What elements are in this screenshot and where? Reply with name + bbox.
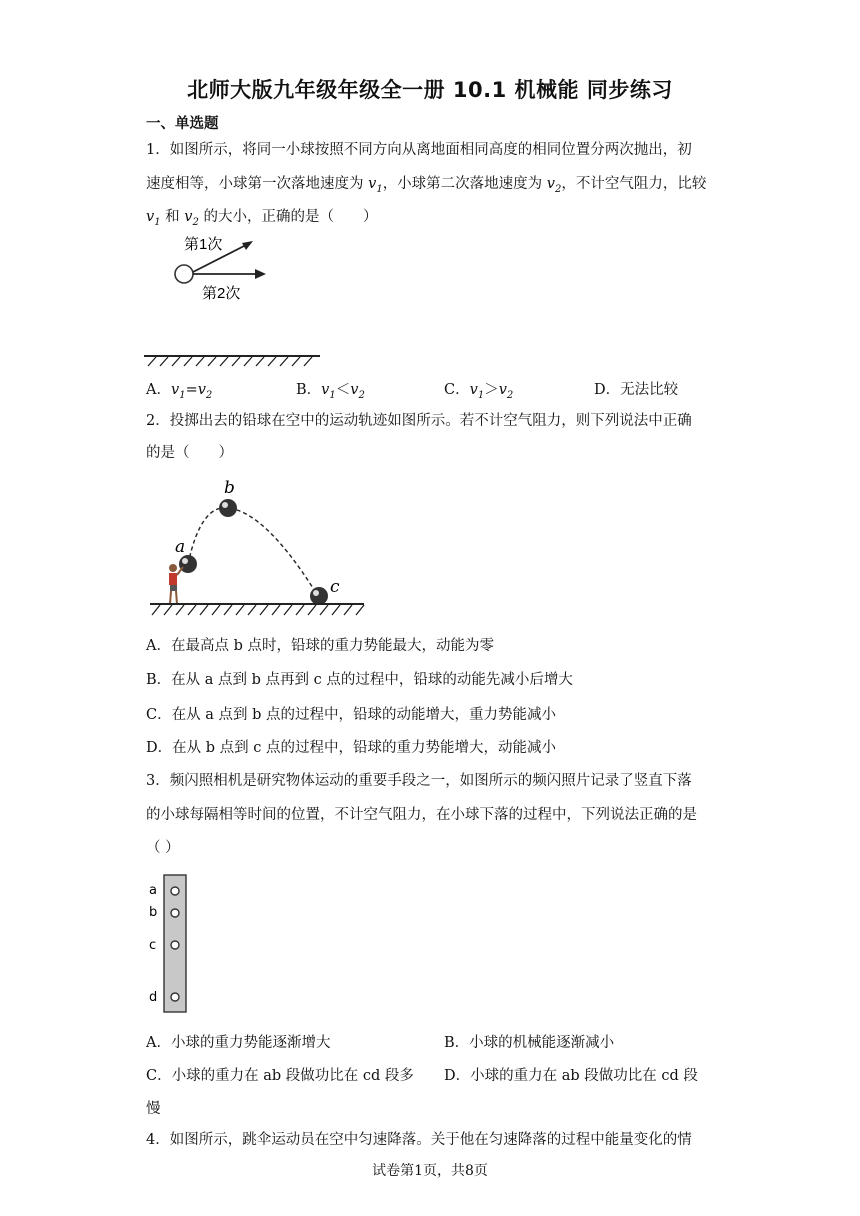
q1-option-b[interactable]: B．$v_1<v_2$: [296, 382, 365, 401]
q1-option-c[interactable]: C．$v_1>v_2$: [444, 382, 514, 401]
q1-option-d[interactable]: D．无法比较: [594, 382, 679, 398]
q2-option-c[interactable]: C．在从 a 点到 b 点的过程中，铅球的动能增大，重力势能减小: [146, 707, 556, 723]
fig-label-b: b: [224, 478, 235, 498]
fig-label-second: 第2次: [202, 285, 241, 302]
ball-c-icon: [310, 587, 328, 605]
ball-b-icon: [219, 499, 237, 517]
q2-line1: 2．投掷出去的铅球在空中的运动轨迹如图所示。若不计空气阻力，则下列说法中正确: [146, 413, 692, 429]
q1-throw-figure: [140, 228, 330, 370]
page-footer: 试卷第1页，共8页: [372, 1163, 488, 1179]
q3-option-a[interactable]: A．小球的重力势能逐渐增大: [146, 1035, 331, 1051]
ground-hatch: [148, 357, 312, 366]
fig-label-a: a: [175, 537, 186, 557]
strobe-label-a: a: [149, 883, 157, 898]
q2-option-a[interactable]: A．在最高点 b 点时，铅球的重力势能最大，动能为零: [146, 638, 494, 654]
q3-line2: 的小球每隔相等时间的位置，不计空气阻力，在小球下落的过程中，下列说法正确的是: [146, 807, 697, 823]
q3-strobe-figure: [144, 872, 194, 1016]
q2-option-b[interactable]: B．在从 a 点到 b 点再到 c 点的过程中，铅球的动能先减小后增大: [146, 672, 573, 688]
q1-line3: $v_1$ 和 $v_2$ 的大小，正确的是（ ）: [146, 209, 378, 228]
q2-shotput-figure: [146, 474, 368, 620]
thrower-icon: [169, 564, 183, 604]
q1-line1: 1．如图所示，将同一小球按照不同方向从离地面相同高度的相同位置分两次抛出，初: [146, 142, 692, 158]
q2-option-d[interactable]: D．在从 b 点到 c 点的过程中，铅球的重力势能增大，动能减小: [146, 740, 556, 756]
q1-line2: 速度相等，小球第一次落地速度为 $v_1$，小球第二次落地速度为 $v_2$，不计空气阻力，比较: [146, 176, 707, 195]
q1-option-a[interactable]: A．$v_1=v_2$: [146, 382, 213, 401]
strobe-label-c: c: [149, 938, 157, 953]
q3-option-d[interactable]: D．小球的重力在 ab 段做功比在 cd 段: [444, 1068, 698, 1084]
q3-line1: 3．频闪照相机是研究物体运动的重要手段之一，如图所示的频闪照片记录了竖直下落: [146, 773, 692, 789]
q2-line2: 的是（ ）: [146, 445, 233, 461]
fig-label-c: c: [330, 577, 340, 597]
page-title: 北师大版九年级年级全一册 10.1 机械能 同步练习: [187, 78, 673, 102]
q4-line1: 4．如图所示，跳伞运动员在空中匀速降落。关于他在匀速降落的过程中能量变化的情: [146, 1132, 692, 1148]
strobe-label-d: d: [149, 990, 158, 1005]
q3-option-d-continued: 慢: [146, 1101, 161, 1117]
q3-line3: （ ）: [146, 840, 180, 856]
q3-option-c[interactable]: C．小球的重力在 ab 段做功比在 cd 段多: [146, 1068, 414, 1084]
q3-option-b[interactable]: B．小球的机械能逐渐减小: [444, 1035, 615, 1051]
strobe-label-b: b: [149, 905, 158, 920]
section-heading: 一、单选题: [146, 116, 219, 132]
fig-label-first: 第1次: [184, 236, 223, 253]
ball-icon: [175, 265, 193, 283]
